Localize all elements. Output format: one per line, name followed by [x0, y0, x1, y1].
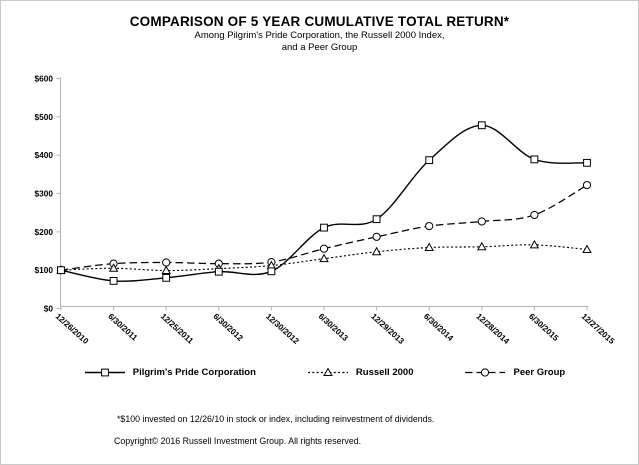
legend-marker-triangle — [307, 367, 349, 378]
y-axis-label: $100 — [34, 265, 53, 276]
x-axis-label: 12/26/2010 — [53, 311, 91, 346]
x-axis-label: 12/29/2013 — [369, 311, 406, 346]
data-point-marker-triangle — [478, 243, 486, 250]
y-axis-label: $500 — [34, 111, 53, 122]
chart-subtitle-line2: and a Peer Group — [281, 42, 358, 53]
data-point-marker-triangle — [320, 255, 328, 262]
chart-subtitle-line1: Among Pilgrim's Pride Corporation, the Russell 2000 Index, — [194, 30, 445, 41]
data-point-marker-circle — [373, 233, 380, 240]
x-axis-label: 6/30/2011 — [106, 311, 140, 343]
legend-item-russell-2000 — [307, 367, 414, 378]
y-axis-label: $400 — [34, 150, 53, 161]
legend-label: Peer Group — [513, 366, 566, 378]
data-point-marker-square — [101, 369, 108, 376]
x-axis-label: 12/27/2015 — [579, 311, 617, 346]
legend-item-pilgrims-pride — [84, 367, 256, 378]
data-point-marker-circle — [478, 218, 485, 225]
data-point-marker-square — [215, 268, 222, 275]
data-point-marker-circle — [426, 222, 433, 229]
data-point-marker-triangle — [425, 244, 433, 251]
legend-marker-square — [84, 367, 126, 378]
footnote: *$100 invested on 12/26/10 in stock or index, including reinvestment of dividends. — [117, 414, 435, 424]
chart-legend — [11, 362, 638, 382]
data-point-marker-circle — [583, 181, 590, 188]
data-point-marker-square — [584, 159, 591, 166]
x-axis-label: 6/30/2015 — [527, 311, 561, 343]
copyright-notice: Copyright© 2016 Russell Investment Group. All rights reserved. — [114, 436, 362, 446]
x-axis-label: 6/30/2014 — [421, 311, 455, 343]
data-point-marker-square — [163, 274, 170, 281]
x-axis-label: 12/28/2014 — [474, 311, 511, 346]
legend-item-peer-group — [464, 367, 565, 378]
y-axis-label: $300 — [34, 188, 53, 199]
x-axis-label: 6/30/2013 — [316, 311, 350, 343]
data-point-marker-square — [531, 156, 538, 163]
legend-label: Russell 2000 — [355, 366, 414, 378]
data-point-marker-circle — [531, 211, 538, 218]
data-point-marker-triangle — [531, 241, 539, 248]
y-axis-label: $0 — [43, 303, 53, 314]
y-axis-label: $200 — [34, 226, 53, 237]
data-point-marker-square — [478, 122, 485, 129]
data-point-marker-circle — [320, 245, 327, 252]
x-axis-label: 12/25/2011 — [158, 311, 196, 346]
data-point-marker-circle — [163, 259, 170, 266]
data-point-marker-circle — [482, 368, 489, 375]
data-point-marker-square — [373, 216, 380, 223]
data-point-marker-square — [58, 267, 65, 274]
data-point-marker-square — [268, 268, 275, 275]
y-axis-label: $600 — [34, 73, 53, 84]
chart-title: COMPARISON OF 5 YEAR CUMULATIVE TOTAL RETURN* — [129, 14, 510, 29]
x-axis-label: 12/30/2012 — [264, 311, 301, 346]
data-point-marker-square — [321, 224, 328, 231]
legend-label: Pilgrim's Pride Corporation — [132, 366, 256, 378]
data-point-marker-square — [426, 157, 433, 164]
data-point-marker-square — [110, 278, 117, 285]
legend-marker-circle — [464, 367, 506, 378]
line-chart-plot — [1, 57, 639, 369]
x-axis-label: 6/30/2012 — [211, 311, 245, 343]
